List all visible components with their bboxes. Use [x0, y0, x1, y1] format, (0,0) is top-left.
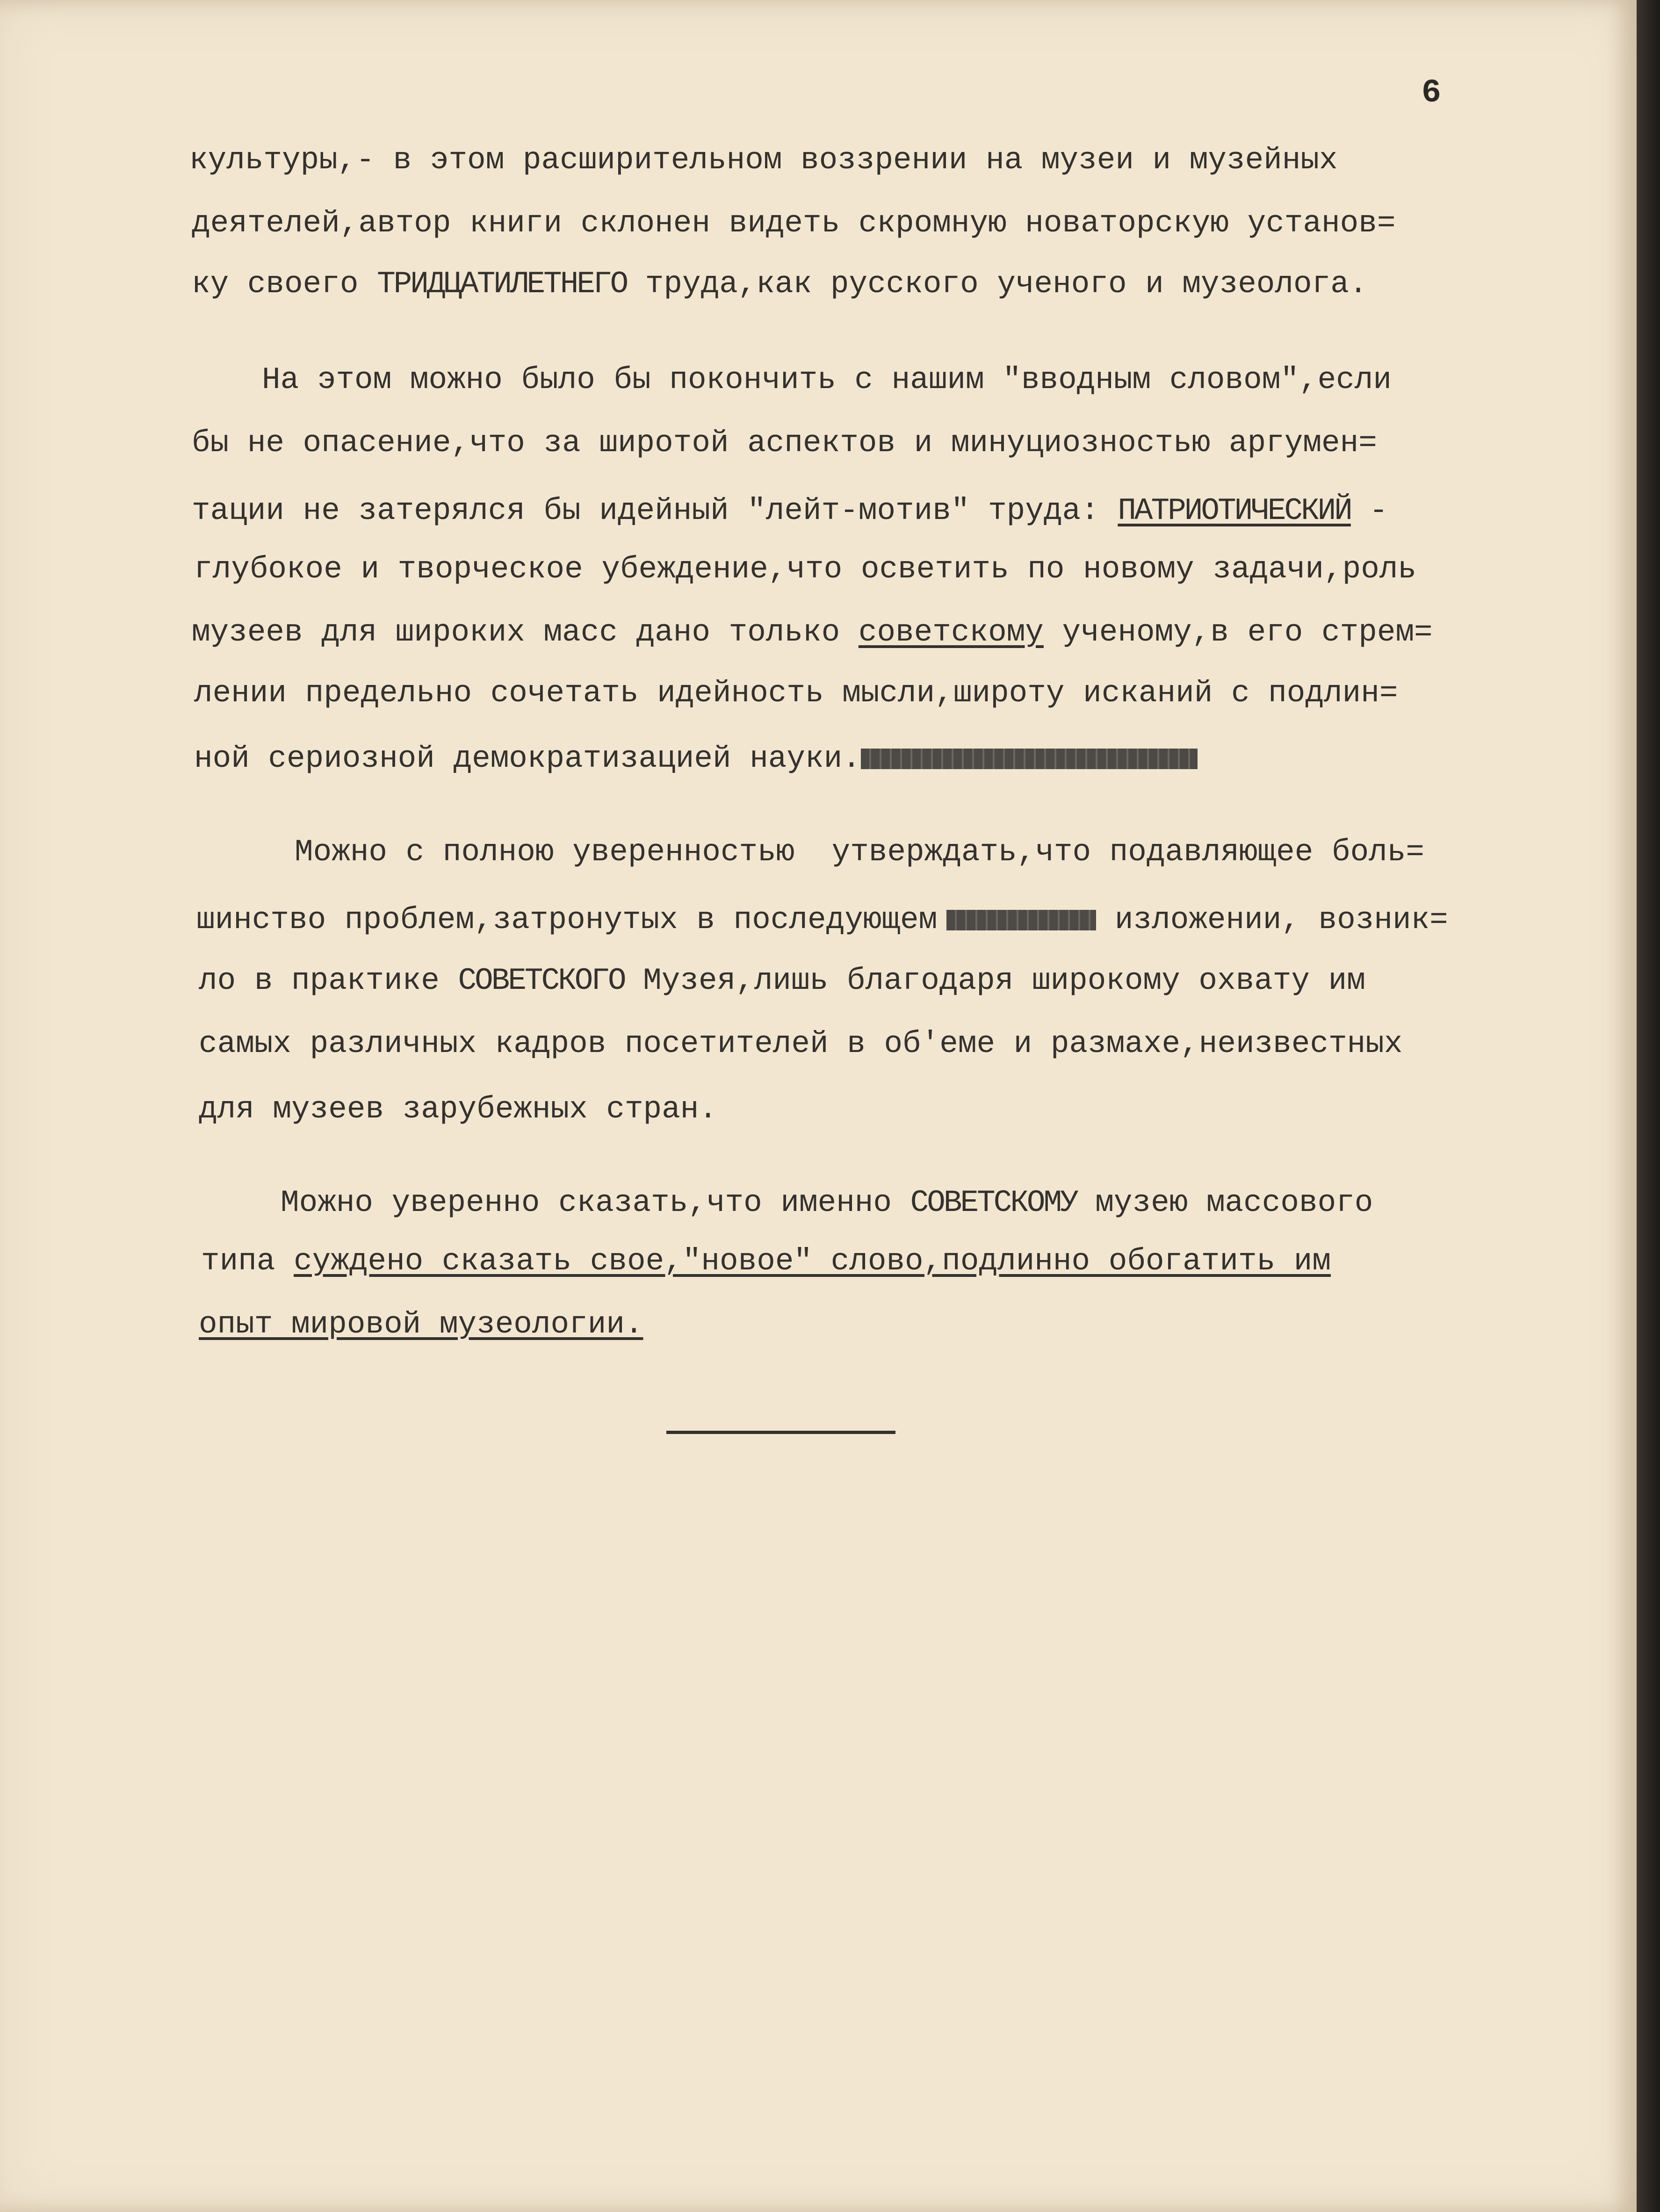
- text-run: музеев для широких масс дано только: [192, 615, 859, 650]
- emphasis-caps: СОВЕТСКОМУ: [910, 1185, 1077, 1220]
- text-line: [199, 1304, 643, 1345]
- text-line: [194, 673, 1398, 713]
- text-run: музею массового: [1076, 1185, 1373, 1220]
- text-run: шинство проблем,затронутых в последующем: [196, 902, 938, 937]
- text-run: ло в практике: [199, 963, 458, 998]
- text-run: деятелей,автор книги склонен видеть скромную новаторскую установ=: [192, 206, 1396, 241]
- text-run: Можно с полною уверенностью утверждать,что подавляющее боль=: [295, 835, 1424, 870]
- emphasis-caps: СОВЕТСКОГО: [458, 963, 625, 998]
- text-line: [199, 1089, 717, 1130]
- text-line: [295, 832, 1424, 872]
- emphasis-caps: ТРИДЦАТИЛЕТНЕГО: [377, 267, 627, 302]
- text-run: ной сериозной демократизацией науки.: [194, 741, 861, 776]
- text-run: глубокое и творческое убеждение,что осветить по новому задачи,роль: [194, 552, 1417, 587]
- text-line: [196, 900, 1448, 940]
- text-line: [189, 140, 1338, 180]
- text-run: Музея,лишь благодаря широкому охвату им: [624, 963, 1365, 998]
- text-run: -: [1350, 493, 1388, 528]
- text-line: [192, 491, 1388, 531]
- text-run: бы не опасение,что за широтой аспектов и минуциозностью аргумен=: [192, 425, 1377, 461]
- text-line: [199, 961, 1365, 1001]
- text-run: культуры,- в этом расширительном воззрении на музеи и музейных: [189, 143, 1338, 178]
- text-run: труда,как русского ученого и музеолога.: [627, 267, 1368, 302]
- text-line: [194, 549, 1416, 590]
- text-run: Можно уверенно сказать,что именно: [281, 1185, 910, 1220]
- underlined-word: советскому: [858, 615, 1044, 650]
- text-line: [192, 612, 1433, 653]
- text-run: самых различных кадров посетителей в об'еме и размахе,неизвестных: [199, 1026, 1403, 1061]
- text-run: для музеев зарубежных стран.: [199, 1092, 717, 1127]
- underlined-phrase: суждено сказать свое,"новое" слово,подлинно обогатить им: [294, 1244, 1331, 1279]
- text-run: ученому,в его стрем=: [1043, 615, 1433, 650]
- underlined-caps: ПАТРИОТИЧЕСКИЙ: [1118, 493, 1351, 528]
- struck-out-text: [861, 749, 1198, 769]
- text-line: [199, 1024, 1402, 1064]
- underlined-phrase: опыт мировой музеологии.: [199, 1307, 643, 1342]
- text-run: тации не затерялся бы идейный "лейт-мотив" труда:: [192, 493, 1118, 528]
- text-run: На этом можно было бы покончить с нашим "вводным словом",если: [262, 362, 1392, 397]
- scan-edge: [1637, 0, 1660, 2212]
- text-run: ку своего: [192, 267, 377, 302]
- text-line: [192, 264, 1367, 304]
- text-line: [192, 423, 1377, 463]
- struck-out-text: [946, 910, 1096, 930]
- text-line: [281, 1183, 1373, 1223]
- text-line: [262, 360, 1392, 400]
- text-run: типа: [201, 1244, 294, 1279]
- text-run: изложении, возник=: [1096, 902, 1448, 937]
- text-line: [201, 1241, 1331, 1282]
- text-line: [192, 203, 1395, 244]
- closing-rule: [666, 1431, 895, 1434]
- page-number: 6: [1422, 75, 1442, 112]
- text-run: лении предельно сочетать идейность мысли,широту исканий с подлин=: [194, 676, 1398, 711]
- text-line: [194, 739, 1198, 779]
